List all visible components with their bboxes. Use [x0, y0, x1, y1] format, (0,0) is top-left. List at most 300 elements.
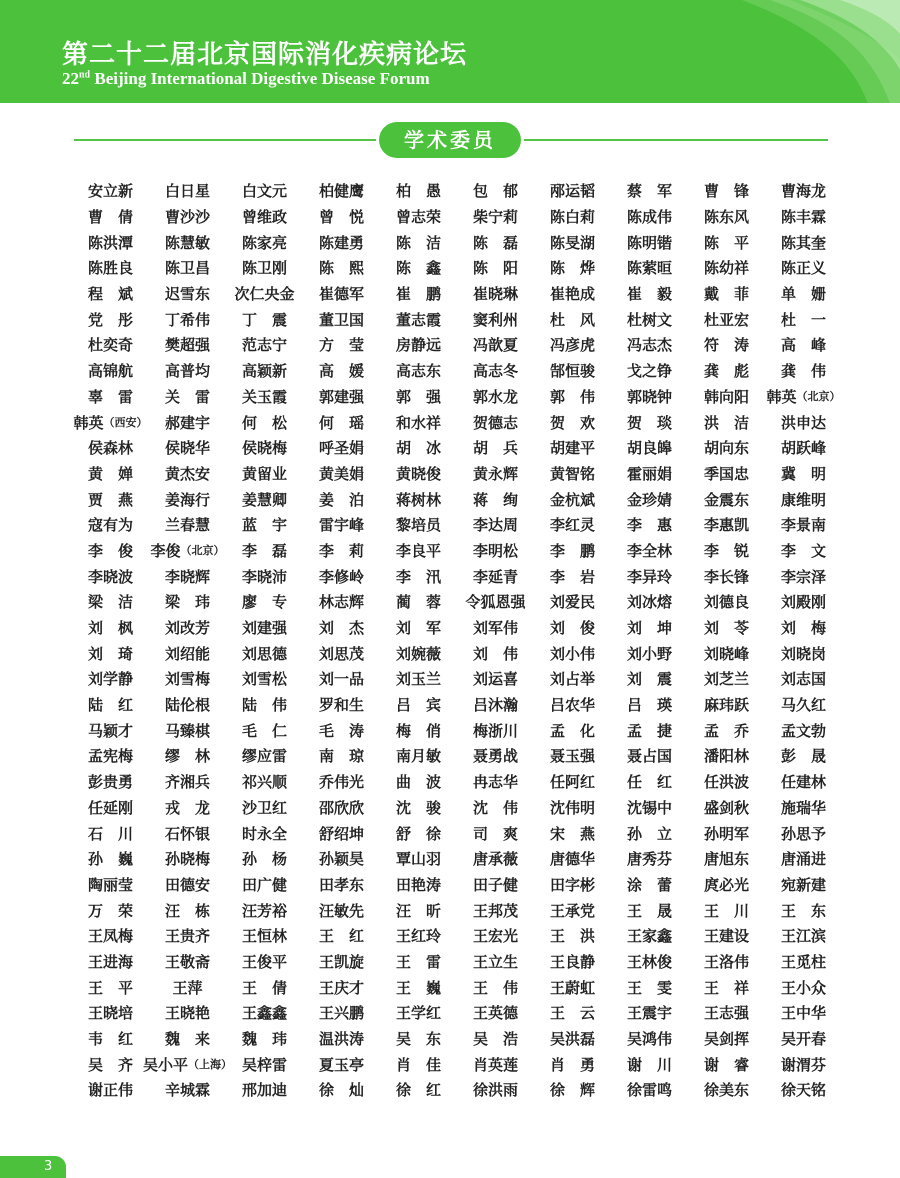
member-name-text: 孙明军: [703, 824, 749, 843]
member-name: [688, 846, 765, 872]
member-name-text: 吴鸿伟: [626, 1030, 672, 1049]
member-name: [226, 846, 303, 872]
member-name: [457, 461, 534, 487]
member-name: [380, 589, 457, 615]
member-name-text: 白文元: [241, 182, 287, 201]
member-name: [534, 409, 611, 435]
member-name-text: 邢加迪: [241, 1081, 287, 1100]
member-name-text: 崔晓琳: [472, 285, 518, 304]
member-name-text: 窦利州: [472, 310, 518, 329]
member-name-text: 辛城霖: [164, 1081, 210, 1100]
member-name-text: 蒋 绚: [472, 490, 518, 509]
member-name-text: 吴 东: [395, 1030, 441, 1049]
member-name: [688, 872, 765, 898]
member-name-text: 刘晓峰: [703, 644, 749, 663]
member-name-text: 杜亚宏: [703, 310, 749, 329]
member-name-text: 刘 琦: [87, 644, 133, 663]
member-name: [688, 409, 765, 435]
member-name: [534, 255, 611, 281]
member-name-text: 南 琼: [318, 747, 364, 766]
member-name-text: 林志辉: [318, 593, 364, 612]
member-name-text: 李景南: [780, 516, 826, 535]
member-name-text: 党 彤: [87, 310, 133, 329]
member-name: [765, 538, 842, 564]
member-name: [611, 486, 688, 512]
member-name-text: 唐德华: [549, 850, 595, 869]
member-name: [380, 615, 457, 641]
member-name-text: 李修岭: [318, 567, 364, 586]
member-name: [534, 1026, 611, 1052]
member-name-text: 杜奕奇: [87, 336, 133, 355]
member-name-text: 王震宇: [626, 1004, 672, 1023]
member-name-text: 洪 洁: [703, 413, 749, 432]
member-name-text: 任建林: [780, 773, 826, 792]
member-name: [765, 461, 842, 487]
member-name-text: 李达周: [472, 516, 518, 535]
member-name: [611, 820, 688, 846]
member-name: [149, 512, 226, 538]
member-name: [226, 178, 303, 204]
member-name: [611, 409, 688, 435]
member-name: [149, 178, 226, 204]
section-title: 学术委员: [379, 122, 521, 158]
member-name: [534, 769, 611, 795]
member-name: [611, 769, 688, 795]
member-name-text: 石 川: [87, 824, 133, 843]
member-name-text: 吴 齐: [87, 1055, 133, 1074]
member-name-text: 令狐恩强: [465, 593, 526, 612]
forum-title-en: [62, 69, 430, 89]
member-name-text: 王兴鹏: [318, 1004, 364, 1023]
member-name: [149, 846, 226, 872]
member-name-text: 田广健: [241, 875, 287, 894]
member-name-text: 曲 波: [395, 773, 441, 792]
member-name: [226, 1077, 303, 1103]
member-name-text: 崔 毅: [626, 285, 672, 304]
member-name: [534, 332, 611, 358]
member-name-text: 李全林: [626, 541, 672, 560]
member-name: [303, 512, 380, 538]
member-name-text: 徐雷鸣: [626, 1081, 672, 1100]
member-name-text: 戈之铮: [626, 362, 672, 381]
member-name: [380, 666, 457, 692]
member-name-text: 刘婉薇: [395, 644, 441, 663]
member-name-text: 孙颖昊: [318, 850, 364, 869]
member-name-text: 邵欣欣: [318, 798, 364, 817]
member-name-text: 陈 烨: [549, 259, 595, 278]
member-name-text: 陈正义: [780, 259, 826, 278]
member-name-text: 汪 昕: [395, 901, 441, 920]
member-name-text: 孙 巍: [87, 850, 133, 869]
member-name-text: 彭贵勇: [87, 773, 133, 792]
member-name-text: 王建设: [703, 927, 749, 946]
member-name-text: 陈卫刚: [241, 259, 287, 278]
member-name: [457, 204, 534, 230]
member-name-text: 刘殿刚: [780, 593, 826, 612]
member-name: [534, 1077, 611, 1103]
member-name-text: 黄晓俊: [395, 464, 441, 483]
member-name-text: 聂玉强: [549, 747, 595, 766]
member-name-text: 任延刚: [87, 798, 133, 817]
member-name-text: 李 岩: [549, 567, 595, 586]
member-name: [226, 384, 303, 410]
member-name-text: 侯晓梅: [241, 439, 287, 458]
member-name-text: 刘建强: [241, 619, 287, 638]
member-name-text: 高锦航: [87, 362, 133, 381]
member-name-text: 丁 震: [241, 310, 287, 329]
member-name: [534, 615, 611, 641]
member-name-text: 何 松: [241, 413, 287, 432]
member-name: [149, 692, 226, 718]
member-name: [72, 281, 149, 307]
member-name-text: 王庆才: [318, 978, 364, 997]
member-name: [72, 332, 149, 358]
member-name: [611, 717, 688, 743]
member-name-text: 蓝 宇: [241, 516, 287, 535]
member-name-text: 田子健: [472, 875, 518, 894]
member-name: [380, 820, 457, 846]
member-name-text: 刘运喜: [472, 670, 518, 689]
member-name: [72, 897, 149, 923]
member-name-text: 孟 捷: [626, 721, 672, 740]
member-name: [688, 178, 765, 204]
member-name-text: 陈东风: [703, 208, 749, 227]
member-name-text: 杜树文: [626, 310, 672, 329]
member-name: [226, 1000, 303, 1026]
member-name-text: 包 郁: [472, 182, 518, 201]
member-name: [380, 409, 457, 435]
member-name: [380, 384, 457, 410]
member-name: [72, 640, 149, 666]
member-name: [688, 615, 765, 641]
member-name: [534, 872, 611, 898]
member-name-text: 王凤梅: [87, 927, 133, 946]
member-name: [380, 1051, 457, 1077]
member-name: [534, 563, 611, 589]
member-name: [303, 974, 380, 1000]
member-name-text: 刘 枫: [87, 619, 133, 638]
member-name-text: 刘学静: [87, 670, 133, 689]
member-name: [226, 229, 303, 255]
page-number-tab: [0, 1156, 66, 1178]
member-name: [765, 435, 842, 461]
member-name: [226, 949, 303, 975]
member-name: [534, 1000, 611, 1026]
member-name-text: 霍丽娟: [626, 464, 672, 483]
member-name: [457, 384, 534, 410]
member-name: [457, 640, 534, 666]
member-name: [72, 1077, 149, 1103]
member-name: [303, 769, 380, 795]
member-name-text: 贺 琰: [626, 413, 672, 432]
member-name-text: 南月敏: [395, 747, 441, 766]
member-name-text: 谢 睿: [703, 1055, 749, 1074]
member-name: [380, 923, 457, 949]
member-name-text: 刘玉兰: [395, 670, 441, 689]
member-name: [457, 795, 534, 821]
member-name-text: 冯志杰: [626, 336, 672, 355]
member-name-text: 李良平: [395, 541, 441, 560]
member-name: [688, 1077, 765, 1103]
member-name: [149, 589, 226, 615]
member-name: [765, 640, 842, 666]
member-name: [688, 281, 765, 307]
member-name: [303, 384, 380, 410]
member-name-text: 柴宁莉: [472, 208, 518, 227]
member-name-text: 陈家亮: [241, 233, 287, 252]
member-name: [303, 820, 380, 846]
member-name-text: 姜海行: [164, 490, 210, 509]
member-name-text: 和水祥: [395, 413, 441, 432]
member-name: [149, 486, 226, 512]
member-name: [149, 923, 226, 949]
member-name-text: 高志冬: [472, 362, 518, 381]
member-name-text: 黄杰安: [164, 464, 210, 483]
member-name-text: 李延青: [472, 567, 518, 586]
member-name-text: 刘 伟: [472, 644, 518, 663]
member-name-text: 方 莹: [318, 336, 364, 355]
member-name-text: 刘晓岗: [780, 644, 826, 663]
member-name-text: 李 莉: [318, 541, 364, 560]
member-name-text: 陆 伟: [241, 696, 287, 715]
member-name-text: 李红灵: [549, 516, 595, 535]
member-name-text: 肖 勇: [549, 1055, 595, 1074]
member-name: [534, 306, 611, 332]
member-name-text: 王邦茂: [472, 901, 518, 920]
member-name-text: 韦 红: [87, 1030, 133, 1049]
member-name-text: 陈洪潭: [87, 233, 133, 252]
member-name-text: 李晓沛: [241, 567, 287, 586]
member-name-text: 孟宪梅: [87, 747, 133, 766]
member-name: [457, 435, 534, 461]
member-name-text: 刘 坤: [626, 619, 672, 638]
member-name: [457, 872, 534, 898]
member-name: [226, 281, 303, 307]
member-name: [226, 512, 303, 538]
member-name-text: 黄 婵: [87, 464, 133, 483]
member-name: [688, 358, 765, 384]
member-name: [765, 229, 842, 255]
member-name: [226, 306, 303, 332]
member-name-text: 王学红: [395, 1004, 441, 1023]
member-name: [303, 795, 380, 821]
member-name-text: 汪 栋: [164, 901, 210, 920]
member-name: [149, 281, 226, 307]
member-name-text: 田孝东: [318, 875, 364, 894]
member-name-text: 唐秀芬: [626, 850, 672, 869]
member-name: [611, 692, 688, 718]
member-name-text: 吴梓雷: [241, 1055, 287, 1074]
member-name: [149, 461, 226, 487]
member-name: [149, 409, 226, 435]
member-name-text: 胡 冰: [395, 439, 441, 458]
member-name-text: 胡 兵: [472, 439, 518, 458]
member-name-text: 万 荣: [87, 901, 133, 920]
member-name-text: 郝建宇: [164, 413, 210, 432]
member-name-text: 王洛伟: [703, 952, 749, 971]
member-name: [303, 486, 380, 512]
member-name: [611, 666, 688, 692]
member-name: [688, 1000, 765, 1026]
member-name-text: 高志东: [395, 362, 441, 381]
member-name: [611, 1026, 688, 1052]
member-name: [534, 897, 611, 923]
member-name: [765, 281, 842, 307]
member-name-text: 徐美东: [703, 1081, 749, 1100]
member-name: [457, 717, 534, 743]
member-affiliation-note: （北京）: [180, 544, 225, 558]
member-name-text: 曹沙沙: [164, 208, 210, 227]
member-name: [380, 949, 457, 975]
member-name-text: 姜 泊: [318, 490, 364, 509]
member-name-text: 韩向阳: [703, 387, 749, 406]
member-name-text: 郭建强: [318, 387, 364, 406]
member-name: [534, 949, 611, 975]
member-name: [72, 255, 149, 281]
member-name-text: 徐 灿: [318, 1081, 364, 1100]
member-name: [457, 306, 534, 332]
member-name-text: 王晓培: [87, 1004, 133, 1023]
member-name: [457, 615, 534, 641]
member-name: [765, 1051, 842, 1077]
member-name-text: 孙思予: [780, 824, 826, 843]
member-name: [611, 255, 688, 281]
member-name-text: 金珍婧: [626, 490, 672, 509]
member-name-text: 王 晟: [626, 901, 672, 920]
member-name-text: 曹 锋: [703, 182, 749, 201]
member-name-text: 温洪涛: [318, 1030, 364, 1049]
member-name: [457, 666, 534, 692]
member-name-text: 王林俊: [626, 952, 672, 971]
member-name: [688, 795, 765, 821]
member-name: [149, 1000, 226, 1026]
member-name: [149, 640, 226, 666]
member-name: [534, 229, 611, 255]
member-name: [457, 949, 534, 975]
member-name: [303, 743, 380, 769]
member-name-text: 崔艳成: [549, 285, 595, 304]
member-name: [380, 846, 457, 872]
member-name: [380, 332, 457, 358]
member-name: [380, 255, 457, 281]
member-name: [611, 306, 688, 332]
member-name-text: 次仁央金: [234, 285, 295, 304]
member-name: [765, 358, 842, 384]
member-name: [72, 820, 149, 846]
member-name-text: 董卫国: [318, 310, 364, 329]
member-name-text: 刘冰熔: [626, 593, 672, 612]
member-name: [611, 538, 688, 564]
member-name-text: 缪应雷: [241, 747, 287, 766]
member-name: [688, 384, 765, 410]
member-name: [534, 512, 611, 538]
member-name-text: 谢正伟: [87, 1081, 133, 1100]
member-name-text: 戴 菲: [703, 285, 749, 304]
member-name: [611, 512, 688, 538]
member-name: [611, 178, 688, 204]
member-name-text: 王良静: [549, 952, 595, 971]
member-name: [303, 666, 380, 692]
member-name-text: 王俊平: [241, 952, 287, 971]
member-name-text: 李 俊: [87, 541, 133, 560]
member-name: [534, 743, 611, 769]
member-name-text: 刘占举: [549, 670, 595, 689]
member-name: [226, 717, 303, 743]
member-name: [149, 872, 226, 898]
member-name-text: 沈伟明: [549, 798, 595, 817]
member-name-text: 杜 风: [549, 310, 595, 329]
member-name: [380, 743, 457, 769]
page-number: 3: [44, 1159, 53, 1174]
member-name: [688, 692, 765, 718]
member-name-text: 韩英: [766, 387, 797, 406]
member-name: [688, 563, 765, 589]
member-name: [303, 563, 380, 589]
member-name-text: 刘 震: [626, 670, 672, 689]
member-name: [611, 846, 688, 872]
member-name: [72, 615, 149, 641]
member-name: [72, 692, 149, 718]
member-name-text: 关 雷: [164, 387, 210, 406]
member-name: [688, 255, 765, 281]
member-name: [303, 1077, 380, 1103]
member-name: [765, 204, 842, 230]
member-name: [72, 461, 149, 487]
member-name-text: 唐旭东: [703, 850, 749, 869]
member-name: [149, 435, 226, 461]
member-name-text: 胡向东: [703, 439, 749, 458]
member-name-text: 田字彬: [549, 875, 595, 894]
member-name: [611, 897, 688, 923]
member-name: [611, 1000, 688, 1026]
member-name-text: 李 磊: [241, 541, 287, 560]
member-name-text: 李明松: [472, 541, 518, 560]
member-name: [72, 795, 149, 821]
member-name: [303, 538, 380, 564]
member-name: [226, 589, 303, 615]
member-name: [149, 949, 226, 975]
member-name-text: 庹必光: [703, 875, 749, 894]
member-name-text: 吴洪磊: [549, 1030, 595, 1049]
member-affiliation-note: （北京）: [796, 390, 841, 404]
member-name: [765, 872, 842, 898]
member-name: [765, 332, 842, 358]
member-name-text: 罗和生: [318, 696, 364, 715]
member-name-text: 王 巍: [395, 978, 441, 997]
member-name: [611, 204, 688, 230]
member-name: [457, 1026, 534, 1052]
member-name: [226, 666, 303, 692]
member-name-grid: [72, 178, 842, 1103]
member-name-text: 陈 洁: [395, 233, 441, 252]
member-name-text: 麻玮跃: [703, 696, 749, 715]
member-name-text: 蔡 军: [626, 182, 672, 201]
member-name: [534, 538, 611, 564]
member-name: [303, 306, 380, 332]
member-name-text: 覃山羽: [395, 850, 441, 869]
member-name-text: 曹海龙: [780, 182, 826, 201]
member-name-text: 吕 宾: [395, 696, 441, 715]
member-name: [534, 820, 611, 846]
member-name: [380, 974, 457, 1000]
member-name: [688, 640, 765, 666]
member-name-text: 乔伟光: [318, 773, 364, 792]
member-name-text: 侯森林: [87, 439, 133, 458]
member-name: [765, 178, 842, 204]
member-name: [226, 435, 303, 461]
member-name: [765, 949, 842, 975]
member-name: [149, 717, 226, 743]
